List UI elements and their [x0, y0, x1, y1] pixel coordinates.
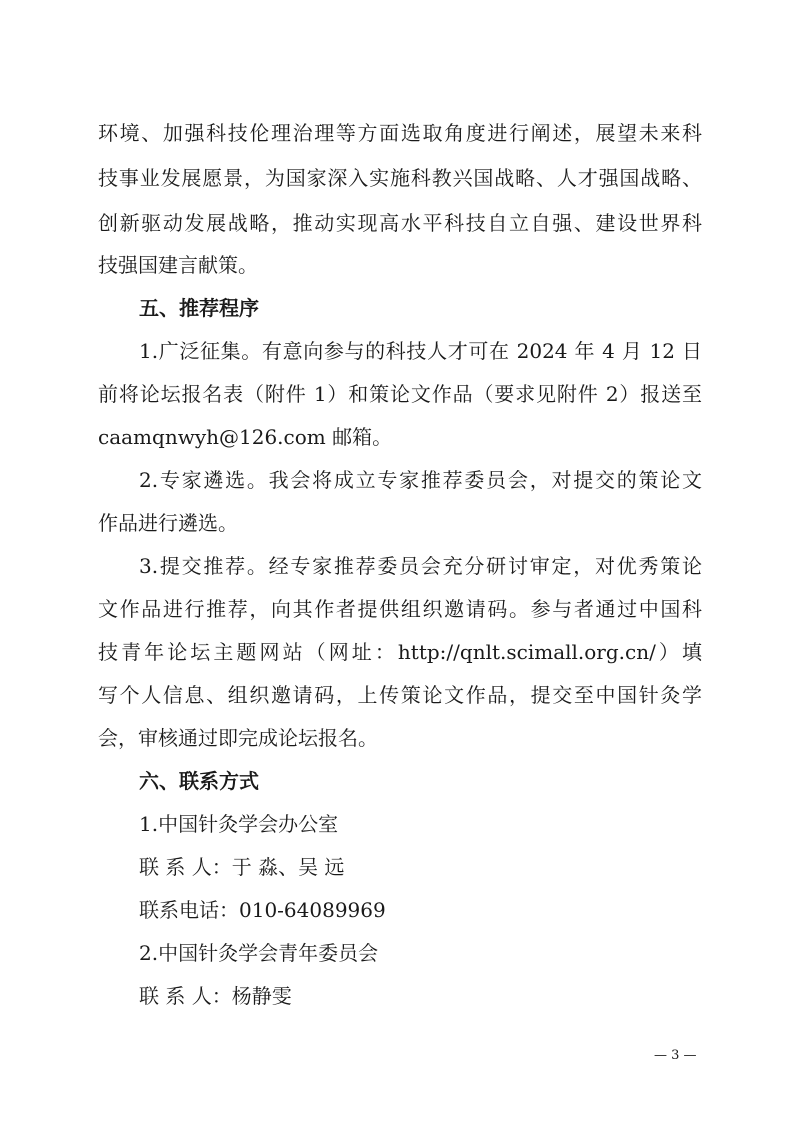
page-number: — 3 —: [654, 1048, 697, 1063]
paragraph-line: 3.提交推荐。经专家推荐委员会充分研讨审定，对优秀策论: [139, 554, 702, 578]
paragraph-line: 1.广泛征集。有意向参与的科技人才可在 2024 年 4 月 12 日: [139, 339, 702, 363]
paragraph-line: 会，审核通过即完成论坛报名。: [98, 726, 378, 750]
contact-person: 联 系 人：于 淼、吴 远: [139, 855, 345, 879]
contact-org: 1.中国针灸学会办公室: [139, 812, 339, 836]
paragraph-line: 技青年论坛主题网站（网址：http://qnlt.scimall.org.cn/）填: [98, 640, 702, 664]
paragraph-line: 环境、加强科技伦理治理等方面选取角度进行阐述，展望未来科: [98, 121, 702, 145]
section-heading: 六、联系方式: [139, 769, 259, 793]
paragraph-line: 技强国建言献策。: [98, 253, 258, 277]
paragraph-line: 前将论坛报名表（附件 1）和策论文作品（要求见附件 2）报送至: [98, 382, 702, 406]
contact-person: 联 系 人：杨静雯: [139, 984, 292, 1008]
paragraph-line: caamqnwyh@126.com 邮箱。: [98, 425, 393, 449]
paragraph-line: 写个人信息、组织邀请码，上传策论文作品，提交至中国针灸学: [98, 683, 702, 707]
paragraph-line: 作品进行遴选。: [98, 511, 238, 535]
paragraph-line: 2.专家遴选。我会将成立专家推荐委员会，对提交的策论文: [139, 468, 702, 492]
paragraph-line: 文作品进行推荐，向其作者提供组织邀请码。参与者通过中国科: [98, 597, 702, 621]
contact-phone: 联系电话：010-64089969: [139, 898, 386, 922]
paragraph-line: 技事业发展愿景，为国家深入实施科教兴国战略、人才强国战略、: [98, 166, 702, 190]
contact-org: 2.中国针灸学会青年委员会: [139, 941, 379, 965]
paragraph-line: 创新驱动发展战略，推动实现高水平科技自立自强、建设世界科: [98, 211, 702, 235]
section-heading: 五、推荐程序: [139, 296, 259, 320]
